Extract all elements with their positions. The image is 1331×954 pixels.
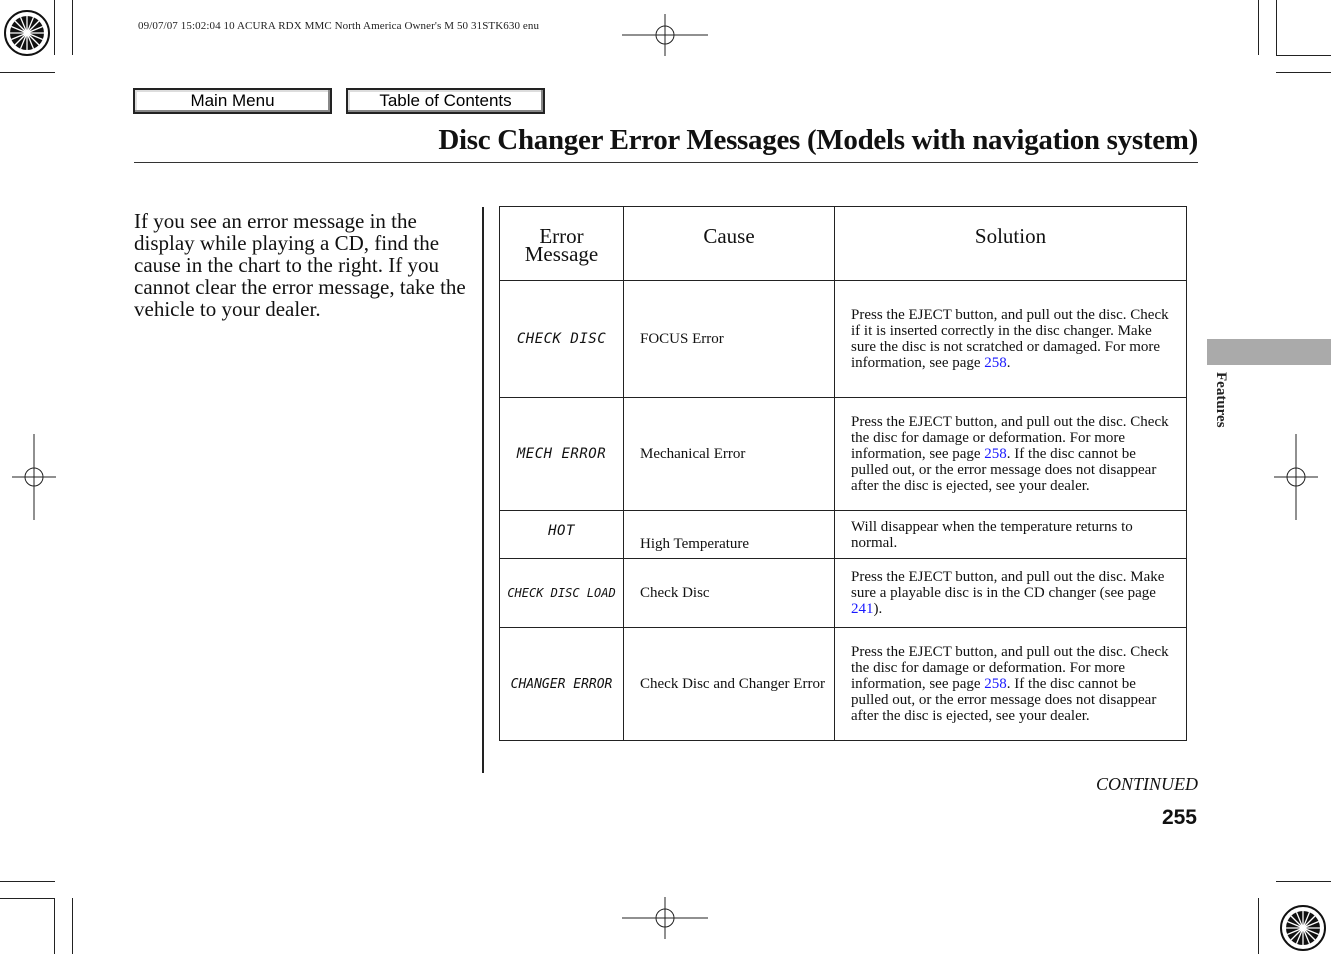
- continued-label: CONTINUED: [1095, 774, 1198, 794]
- header-solution: Solution: [835, 207, 1187, 281]
- crop-mark: [72, 0, 73, 55]
- crop-mark: [54, 898, 55, 954]
- table-row: [500, 281, 1187, 398]
- solution-text-end: . If the disc cannot be pulled out, or the error message does not disappear after the disc is ejected, see your dealer.: [851, 676, 1157, 724]
- registration-crosshair-icon: [622, 14, 708, 56]
- title-divider: [134, 162, 1198, 163]
- table-header-row: [500, 207, 1187, 281]
- crop-mark: [1258, 898, 1259, 954]
- table-row: [500, 628, 1187, 741]
- page-link[interactable]: 258: [984, 355, 1007, 371]
- table-row: [500, 559, 1187, 628]
- solution-text: Will disappear when the temperature returns to normal.: [851, 518, 1133, 551]
- column-divider: [482, 207, 484, 773]
- page-title: Disc Changer Error Messages (Models with navigation system): [438, 124, 1198, 156]
- header-cause: Cause: [624, 207, 835, 281]
- crop-mark: [1258, 0, 1259, 55]
- table-row: [500, 511, 1187, 559]
- section-tab-label: Features: [1213, 372, 1229, 428]
- header-error-message-line2: Message: [524, 242, 599, 266]
- error-solution: [835, 628, 1187, 741]
- section-tab[interactable]: [1207, 339, 1331, 365]
- error-solution: [835, 559, 1187, 628]
- crop-mark: [0, 898, 55, 899]
- header-error-message-line1: Error: [539, 224, 584, 248]
- error-solution: [835, 281, 1187, 398]
- error-cause: High Temperature: [624, 511, 835, 559]
- crop-mark: [1276, 55, 1331, 56]
- solution-text-end: ).: [873, 601, 883, 617]
- error-code: CHECK DISC LOAD: [500, 559, 624, 628]
- crop-mark: [0, 72, 55, 73]
- solution-text: Press the EJECT button, and pull out the disc. Check the disc for damage or deformation. For more information, see page: [851, 414, 1169, 462]
- intro-paragraph: If you see an error message in the display while playing a CD, find the cause in the chart to the right. If you cannot clear the error message, take the vehicle to your dealer.: [134, 209, 466, 321]
- error-solution: [835, 398, 1187, 511]
- crop-mark: [1276, 881, 1331, 882]
- registration-crosshair-icon: [1274, 434, 1318, 520]
- page-link[interactable]: 258: [984, 446, 1007, 462]
- error-message-table: [499, 206, 1187, 741]
- header-error-message: [500, 207, 624, 281]
- registration-sunburst-icon: [1278, 903, 1328, 953]
- table-row: [500, 398, 1187, 511]
- registration-crosshair-icon: [622, 897, 708, 939]
- page-link[interactable]: 258: [984, 676, 1007, 692]
- main-menu-button[interactable]: Main Menu: [133, 88, 332, 114]
- solution-text-end: . If the disc cannot be pulled out, or the error message does not disappear after the disc is ejected, see your dealer.: [851, 446, 1157, 494]
- table-of-contents-button[interactable]: Table of Contents: [346, 88, 545, 114]
- error-code: HOT: [500, 511, 624, 559]
- error-cause: FOCUS Error: [624, 281, 835, 398]
- crop-mark: [54, 0, 55, 55]
- crop-mark: [1276, 0, 1277, 55]
- error-solution: [835, 511, 1187, 559]
- page-number: 255: [1161, 806, 1197, 829]
- print-header: 09/07/07 15:02:04 10 ACURA RDX MMC North America Owner's M 50 31STK630 enu: [138, 20, 540, 32]
- error-cause: Check Disc and Changer Error: [624, 628, 835, 741]
- error-code: CHECK DISC: [500, 281, 624, 398]
- solution-text: Press the EJECT button, and pull out the disc. Make sure a playable disc is in the CD changer (see page: [851, 569, 1165, 601]
- crop-mark: [0, 881, 55, 882]
- solution-text-end: .: [1006, 355, 1011, 371]
- registration-crosshair-icon: [12, 434, 56, 520]
- registration-sunburst-icon: [2, 8, 52, 58]
- crop-mark: [72, 898, 73, 954]
- error-code: MECH ERROR: [500, 398, 624, 511]
- solution-text: Press the EJECT button, and pull out the disc. Check the disc for damage or deformation. For more information, see page: [851, 644, 1169, 692]
- error-code: CHANGER ERROR: [500, 628, 624, 741]
- crop-mark: [1276, 72, 1331, 73]
- page-link[interactable]: 241: [851, 601, 874, 617]
- solution-text: Press the EJECT button, and pull out the disc. Check if it is inserted correctly in the disc changer. Make sure the disc is not scratched or damaged. For more information, see page: [851, 307, 1169, 371]
- error-cause: Check Disc: [624, 559, 835, 628]
- error-cause: Mechanical Error: [624, 398, 835, 511]
